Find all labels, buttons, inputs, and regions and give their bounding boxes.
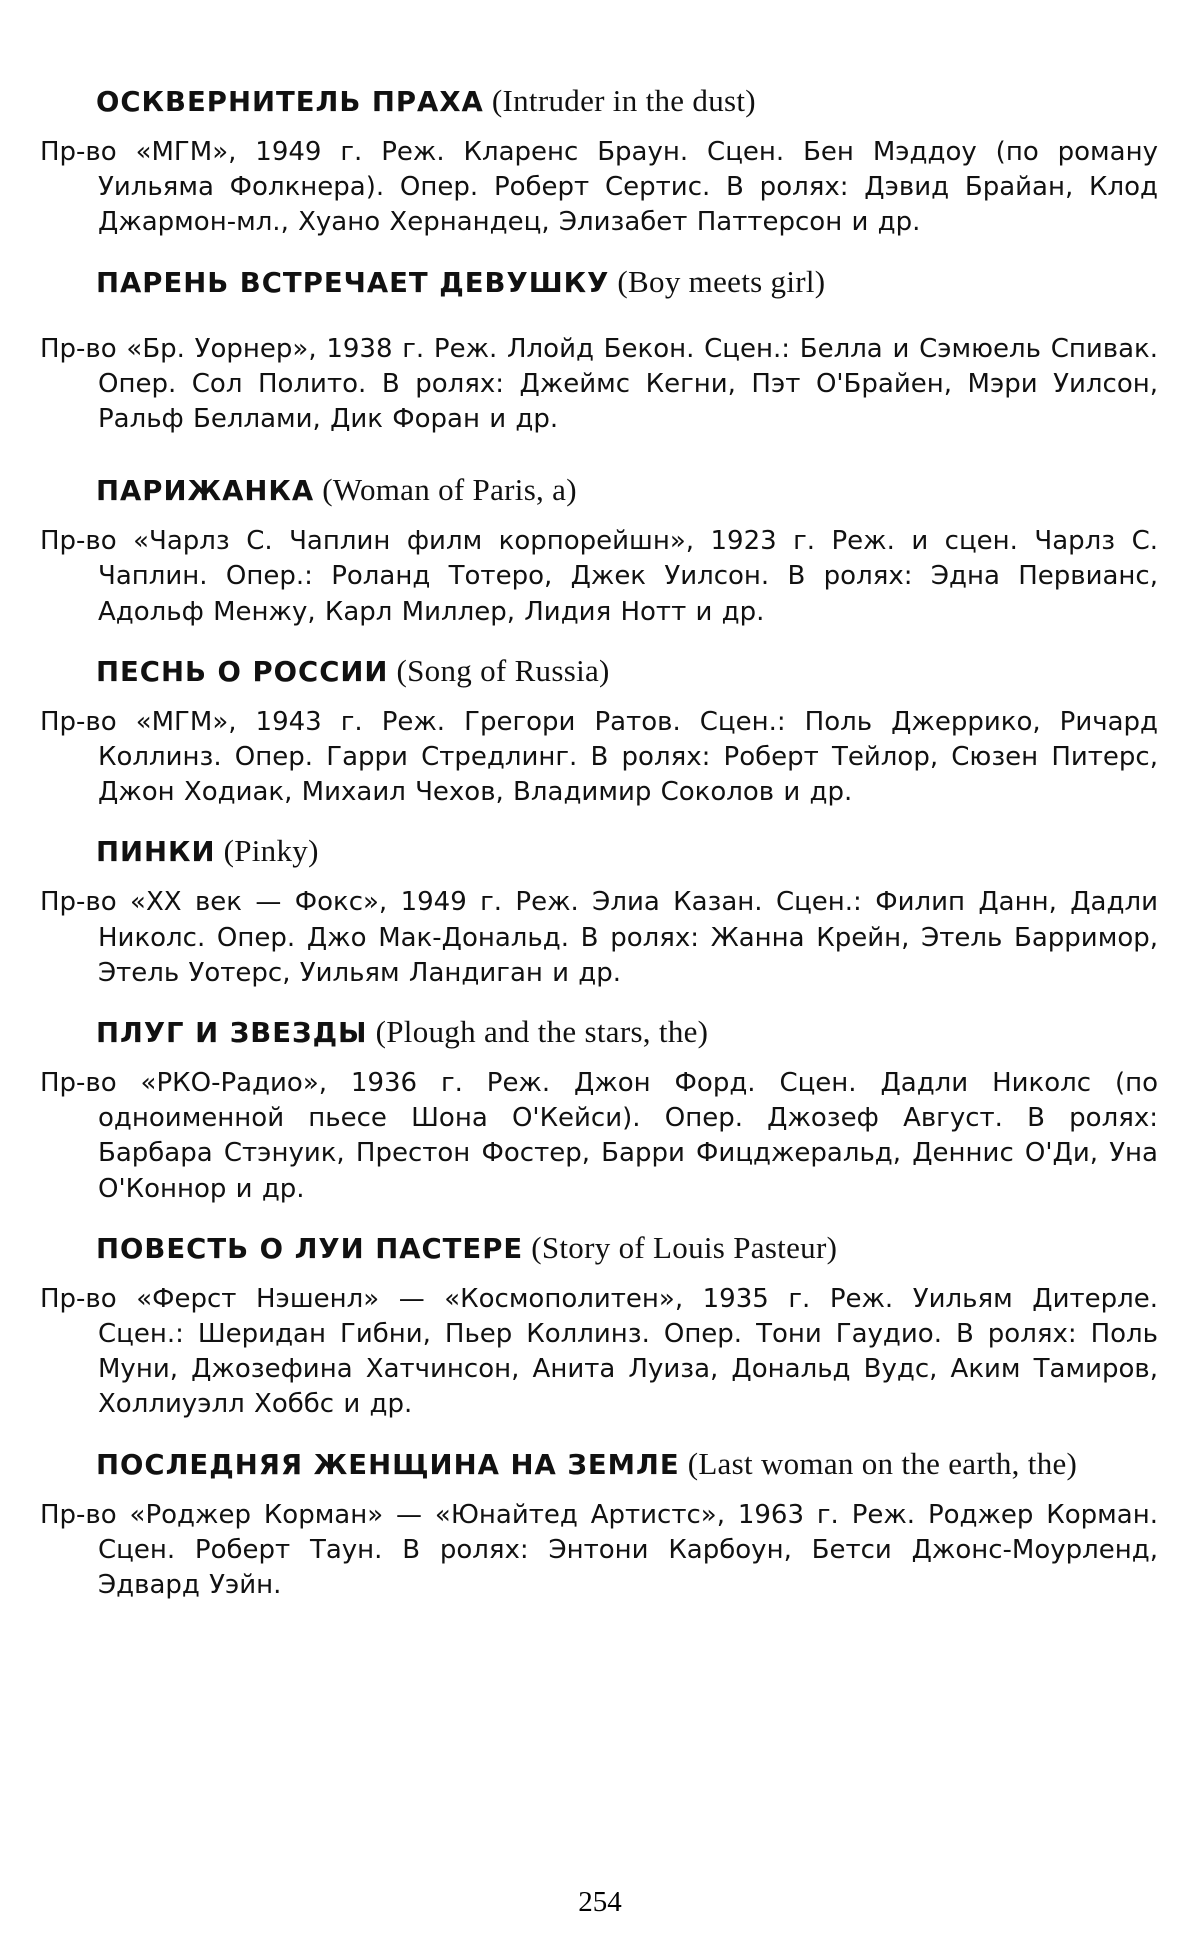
film-title-original: (Woman of Paris, a) [322,472,577,508]
film-title-ru: ПАРИЖАНКА [96,475,315,508]
film-title [40,1229,1158,1268]
film-title-ru: ОСКВЕРНИТЕЛЬ ПРАХА [96,86,484,118]
film-title-original: (Plough and the stars, the) [375,1014,709,1050]
film-title-ru: ПАРЕНЬ ВСТРЕЧАЕТ ДЕВУШКУ [96,266,610,299]
film-title-original: (Last woman on the earth, the) [687,1445,1078,1481]
film-title-original: (Intruder in the dust) [491,83,756,118]
film-entry [40,471,1158,630]
film-title-original: (Song of Russia) [396,652,610,688]
page-number: 254 [578,1886,622,1918]
film-title-ru: ПИНКИ [96,836,216,869]
film-title-original: (Story of Louis Pasteur) [531,1229,838,1265]
film-title-ru: ПОСЛЕДНЯЯ ЖЕНЩИНА НА ЗЕМЛЕ [96,1448,680,1481]
film-entry [40,1445,1158,1604]
film-title [40,832,1158,871]
film-title [40,1445,1158,1484]
film-credits: Пр-во «МГМ», 1949 г. Реж. Кларенс Браун. Сцен. Бен Мэддоу (по роману Уильяма Фолкнера). Опер. Роберт Сертис. В ролях: Дэвид Брайан, Клод Джармон-мл., Хуано Хернандец, Элизабет Паттерсон и др. [40,137,1158,238]
film-entry [40,832,1158,991]
film-title [40,652,1158,691]
film-title [40,263,1158,302]
film-title [40,82,1158,121]
film-title-original: (Pinky) [223,833,319,869]
film-credits: Пр-во «Роджер Корман» — «Юнайтед Артистс», 1963 г. Реж. Роджер Корман. Сцен. Роберт Таун. В ролях: Энтони Карбоун, Бетси Джонс-Моурленд, Эдвард Уэйн. [40,1499,1158,1601]
film-entry [40,652,1158,811]
film-credits: Пр-во «Чарлз С. Чаплин филм корпорейшн», 1923 г. Реж. и сцен. Чарлз С. Чаплин. Опер.: Роланд Тотеро, Джек Уилсон. В ролях: Эдна Первианс, Адольф Менжу, Карл Миллер, Лидия Нотт и др. [40,526,1158,627]
film-title [40,471,1158,510]
film-credits: Пр-во «Бр. Уорнер», 1938 г. Реж. Ллойд Бекон. Сцен.: Белла и Сэмюель Спивак. Опер. Сол Полито. В ролях: Джеймс Кегни, Пэт О'Брайен, Мэри Уилсон, Ральф Беллами, Дик Форан и др. [40,333,1158,435]
film-title-ru: ПОВЕСТЬ О ЛУИ ПАСТЕРЕ [96,1232,524,1265]
film-title [40,1013,1158,1052]
film-title-original: (Boy meets girl) [617,263,826,299]
film-entry [40,82,1158,241]
film-entry [40,1229,1158,1423]
film-title-ru: ПЛУГ И ЗВЕЗДЫ [96,1017,368,1050]
film-credits: Пр-во «РКО-Радио», 1936 г. Реж. Джон Форд. Сцен. Дадли Николс (по одноименной пьесе Шона О'Кейси). Опер. Джозеф Август. В ролях: Барбара Стэнуик, Престон Фостер, Барри Фицджеральд, Деннис О'Ди, Уна О'Коннор и др. [40,1068,1158,1204]
film-credits: Пр-во «Ферст Нэшенл» — «Космополитен», 1935 г. Реж. Уильям Дитерле. Сцен.: Шеридан Гибни, Пьер Коллинз. Опер. Тони Гаудио. В ролях: Поль Муни, Джозефина Хатчинсон, Анита Луиза, Дональд Вудс, Аким Тамиров, Холлиуэлл Хоббс и др. [40,1283,1158,1420]
film-title-ru: ПЕСНЬ О РОССИИ [96,655,389,688]
film-entry [40,1013,1158,1207]
film-entry [40,263,1158,438]
film-credits: Пр-во «XX век — Фокс», 1949 г. Реж. Элиа Казан. Сцен.: Филип Данн, Дадли Николс. Опер. Джо Мак-Дональд. В ролях: Жанна Крейн, Этель Барримор, Этель Уотерс, Уильям Ландиган и др. [40,887,1158,988]
film-credits: Пр-во «МГМ», 1943 г. Реж. Грегори Ратов. Сцен.: Поль Джеррико, Ричард Коллинз. Опер. Гарри Стредлинг. В ролях: Роберт Тейлор, Сюзен Питерс, Джон Ходиак, Михаил Чехов, Владимир Соколов и др. [40,706,1158,808]
